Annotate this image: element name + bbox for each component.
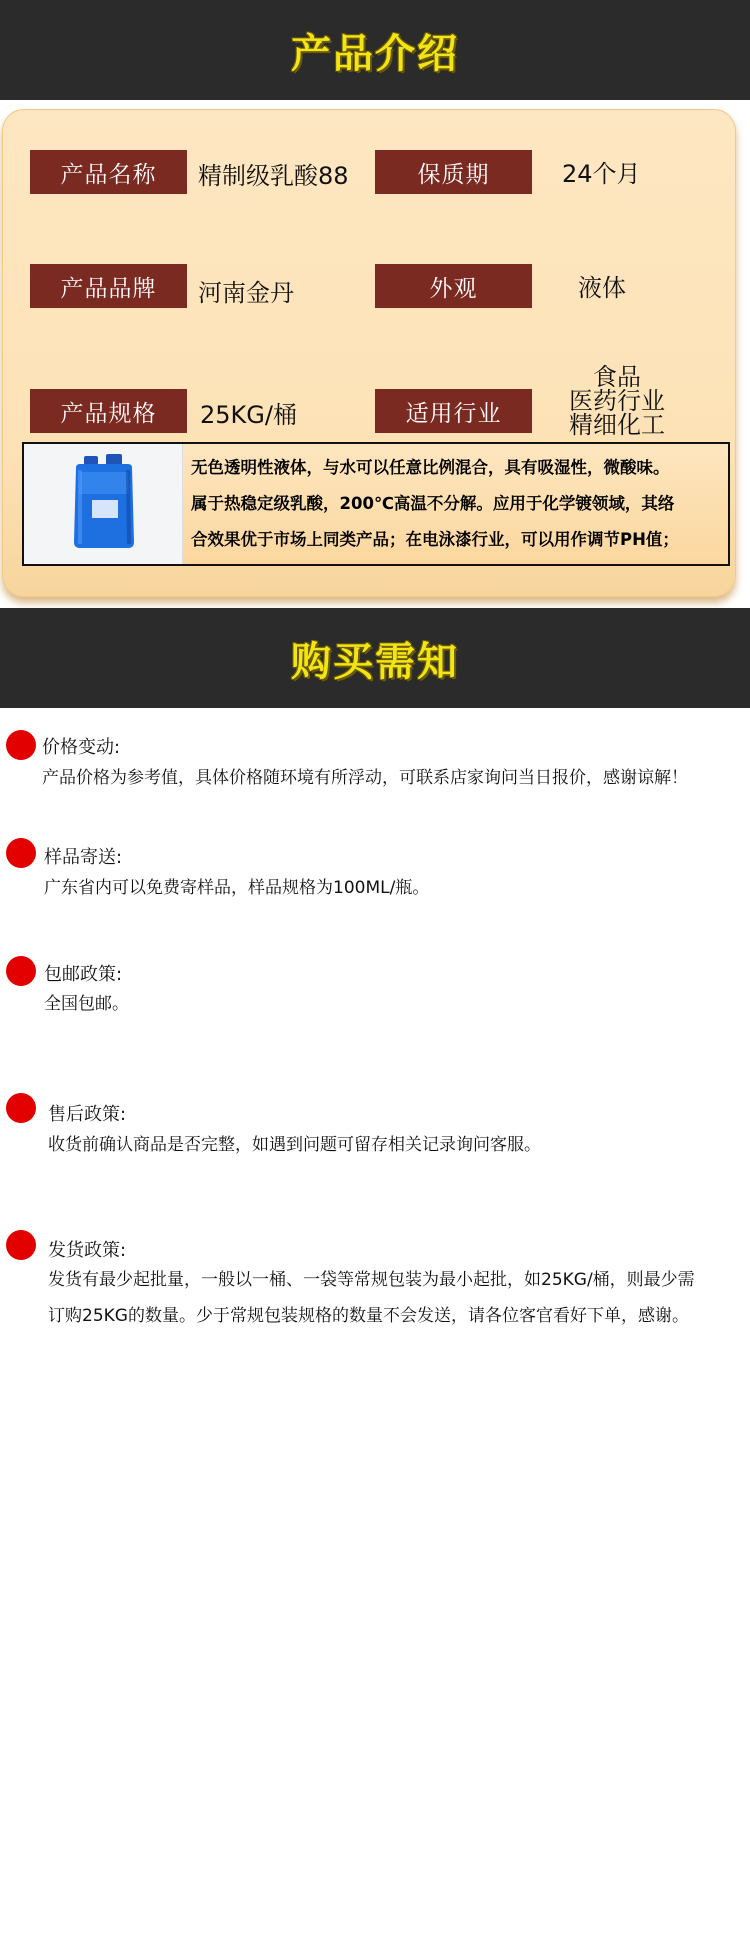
notice-item-body: 收货前确认商品是否完整，如遇到问题可留存相关记录询问客服。 [48, 1135, 541, 1155]
spec-value-spec: 25KG/桶 [200, 401, 297, 429]
industry-line: 医药行业 [569, 387, 665, 415]
notice-item-title: 包邮政策: [44, 964, 123, 985]
spec-label-brand: 产品品牌 [30, 264, 187, 308]
product-image [24, 444, 183, 564]
spec-value-shelf-life: 24个月 [562, 160, 641, 188]
notice-item-body: 产品价格为参考值，具体价格随环境有所浮动，可联系店家询问当日报价，感谢谅解！ [42, 768, 688, 788]
notice-item-title: 样品寄送: [44, 847, 123, 868]
spec-value-appearance: 液体 [578, 274, 626, 302]
spec-label-appearance: 外观 [375, 264, 532, 308]
industry-line: 食品 [593, 363, 641, 391]
spec-value-brand: 河南金丹 [198, 279, 294, 307]
industry-line: 精细化工 [569, 411, 665, 439]
bullet-icon [6, 1230, 36, 1260]
intro-banner [0, 0, 750, 100]
spec-label-spec: 产品规格 [30, 389, 187, 433]
notice-banner [0, 608, 750, 708]
bullet-icon [6, 838, 36, 868]
product-description-box [22, 442, 730, 566]
product-description [183, 444, 728, 564]
notice-item-title: 价格变动: [42, 737, 121, 758]
intro-title: 产品介绍 [291, 30, 459, 77]
description-line: 合效果优于市场上同类产品；在电泳漆行业，可以用作调节PH值； [191, 530, 679, 549]
bullet-icon [6, 956, 36, 986]
bullet-icon [6, 1093, 36, 1123]
notice-item-title: 发货政策: [48, 1240, 127, 1261]
bullet-icon [6, 730, 36, 760]
product-spec-card [2, 109, 736, 597]
spec-label-shelf-life: 保质期 [375, 150, 532, 194]
spec-value-name: 精制级乳酸88 [198, 162, 349, 190]
spec-label-name: 产品名称 [30, 150, 187, 194]
spec-value-industry [562, 365, 672, 437]
notice-item-body: 发货有最少起批量，一般以一桶、一袋等常规包装为最小起批，如25KG/桶，则最少需 [48, 1270, 695, 1290]
description-line: 属于热稳定级乳酸，200℃高温不分解。应用于化学镀领域，其络 [191, 494, 675, 513]
notice-item-body: 全国包邮。 [44, 994, 129, 1014]
notice-item-body: 广东省内可以免费寄样品，样品规格为100ML/瓶。 [44, 878, 430, 898]
jerrycan-icon [24, 444, 182, 564]
notice-title: 购买需知 [291, 638, 459, 685]
notice-item-body: 订购25KG的数量。少于常规包装规格的数量不会发送，请各位客官看好下单，感谢。 [48, 1306, 689, 1326]
description-line: 无色透明性液体，与水可以任意比例混合，具有吸湿性，微酸味。 [191, 458, 670, 477]
spec-label-industry: 适用行业 [375, 389, 532, 433]
notice-item-title: 售后政策: [48, 1104, 127, 1125]
